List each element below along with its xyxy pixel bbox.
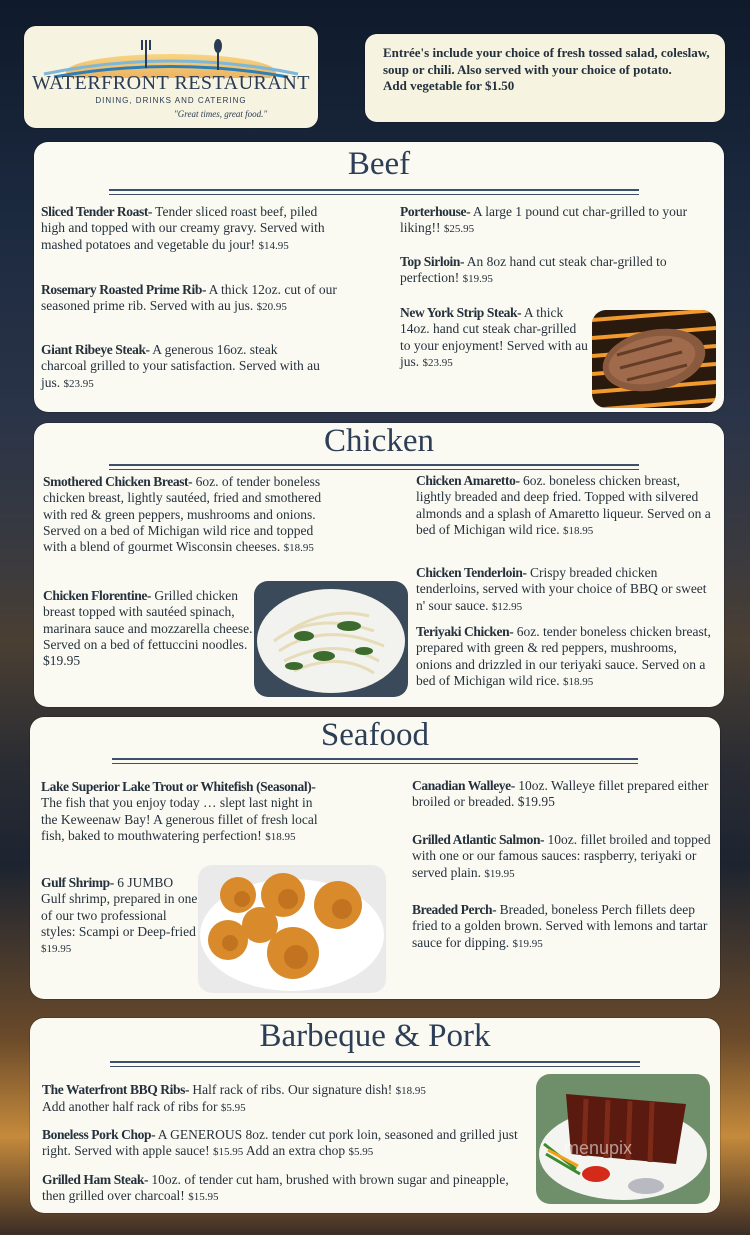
divider — [110, 1066, 640, 1067]
menu-item: Top Sirloin- An 8oz hand cut steak char-grilled to perfection! $19.95 — [400, 254, 667, 286]
menu-item: Rosemary Roasted Prime Rib- A thick 12oz. cut of our seasoned prime rib. Served with au jus. $20.95 — [41, 282, 337, 314]
menu-item: Grilled Ham Steak- 10oz. of tender cut ham, brushed with brown sugar and pineapple, then grilled over charcoal! $15.95 — [42, 1172, 509, 1204]
beef-title: Beef — [347, 146, 411, 182]
menu-item: The Waterfront BBQ Ribs- Half rack of ribs. Our signature dish! $18.95 Add another half rack of ribs for $5.95 — [42, 1082, 426, 1115]
menu-item: Chicken Amaretto- 6oz. boneless chicken breast, lightly breaded and deep fried. Topped with silvered almonds and a splash of Amaretto liqueur. Served on a bed of Michigan wild rice. $18.95 — [416, 473, 711, 537]
menu-item: Gulf Shrimp- 6 JUMBO Gulf shrimp, prepared in one of our two professional styles: Scampi or Deep-fried $19.95 — [41, 875, 198, 956]
shrimp-photo — [198, 865, 386, 993]
seafood-title: Seafood — [320, 717, 430, 753]
menu-item: Giant Ribeye Steak- A generous 16oz. steak charcoal grilled to your satisfaction. Served with au jus. $23.95 — [41, 342, 320, 390]
divider — [109, 464, 639, 466]
entree-note: Entrée's include your choice of fresh tossed salad, coleslaw, soup or chili. Also served with your choice of potato. Add vegetable for $1.50 — [383, 45, 710, 93]
restaurant-logo — [24, 26, 318, 128]
menu-item: New York Strip Steak- A thick 14oz. hand cut steak char-grilled to your enjoyment! Served with au jus. $23.95 — [400, 305, 588, 369]
menu-item: Canadian Walleye- 10oz. Walleye fillet prepared either broiled or breaded. $19.95 — [412, 778, 709, 810]
steak-photo — [592, 310, 716, 408]
chicken-title: Chicken — [324, 423, 434, 459]
restaurant-tagline: "Great times, great food." — [174, 109, 268, 119]
divider — [109, 189, 639, 191]
restaurant-subtitle: DINING, DRINKS AND CATERING — [95, 96, 247, 105]
menu-item: Chicken Tenderloin- Crispy breaded chicken tenderloins, served with your choice of BBQ or sweet n' sour sauce. $12.95 — [416, 565, 707, 613]
menu-item: Teriyaki Chicken- 6oz. tender boneless chicken breast, prepared with green & red peppers, mushrooms, onions and drizzled in our teriyaki sauce. Served on a bed of Michigan wild rice. $18.95 — [416, 624, 711, 688]
seafood-section — [30, 717, 720, 999]
divider — [112, 763, 638, 764]
menu-item: Lake Superior Lake Trout or Whitefish (Seasonal)- The fish that you enjoy today … slept last night in the Keweenaw Bay! A generous fillet of fresh local fish, baked to mouthwatering perfection! $18.95 — [41, 779, 318, 843]
ribs-photo — [536, 1074, 710, 1204]
menu-item: Boneless Pork Chop- A GENEROUS 8oz. tender cut pork loin, seasoned and grilled just right. Served with apple sauce! $15.95 Add an extra chop $5.95 — [42, 1127, 518, 1159]
menu-item: Breaded Perch- Breaded, boneless Perch fillets deep fried to a golden brown. Served with lemons and tartar sauce for dipping. $19.95 — [412, 902, 708, 950]
menu-item: Sliced Tender Roast- Tender sliced roast beef, piled high and topped with our creamy gravy. Served with mashed potatoes and vegetable du jour! $14.95 — [41, 204, 325, 252]
entree-note-card — [365, 34, 725, 122]
divider — [112, 758, 638, 760]
chicken-section — [34, 423, 724, 707]
chicken-florentine-photo — [254, 581, 408, 697]
menu-item: Chicken Florentine- Grilled chicken breast topped with sautéed spinach, marinara sauce and mozzarella cheese. Served on a bed of fettuccini noodles. $19.95 — [43, 588, 253, 669]
divider — [109, 194, 639, 195]
divider — [109, 469, 639, 470]
beef-section — [34, 142, 724, 412]
bbq-title: Barbeque & Pork — [259, 1018, 491, 1054]
menu-item: Smothered Chicken Breast- 6oz. of tender boneless chicken breast, lightly sautéed, fried and smothered with red & green peppers, mushrooms and onions. Served on a bed of Michigan wild rice and topped with a blend of gourmet Wisconsin cheeses. $18.95 — [43, 474, 322, 555]
divider — [110, 1061, 640, 1063]
menu-item: Grilled Atlantic Salmon- 10oz. fillet broiled and topped with one or our famous sauces: raspberry, teriyaki or served plain. $19.95 — [412, 832, 711, 880]
watermark: menupix — [564, 1138, 633, 1158]
menu-item: Porterhouse- A large 1 pound cut char-grilled to your liking!! $25.95 — [400, 204, 688, 236]
restaurant-name: WATERFRONT RESTAURANT — [32, 72, 310, 94]
bbq-section — [30, 1018, 720, 1213]
